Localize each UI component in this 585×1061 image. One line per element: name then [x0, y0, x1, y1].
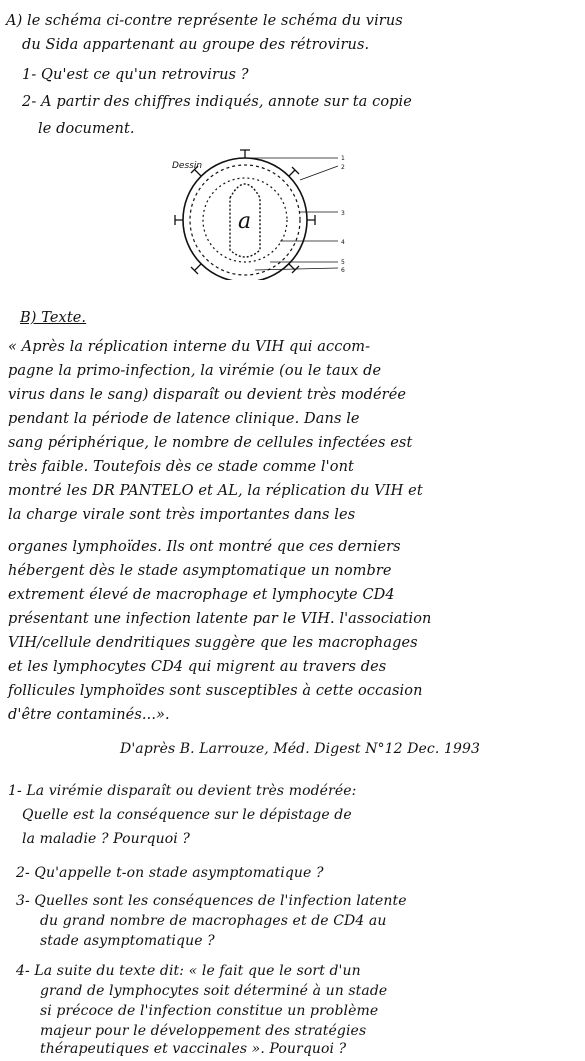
legend-number-6: 6 [341, 267, 345, 274]
legend-number-4: 4 [341, 239, 345, 246]
part-a-intro-line-1: A) le schéma ci-contre représente le schéma du virus [6, 13, 403, 29]
question-4-line-3: si précoce de l'infection constitue un problème [40, 1003, 379, 1019]
part-a-question-1: 1- Qu'est ce qu'un retrovirus ? [22, 67, 249, 83]
text-line-16: d'être contaminés...». [8, 707, 170, 723]
question-4-line-5: thérapeutiques et vaccinales ». Pourquoi ? [40, 1041, 347, 1057]
text-line-3: virus dans le sang) disparaît ou devient très modérée [8, 387, 407, 403]
question-4-line-2: grand de lymphocytes soit déterminé à un stade [40, 983, 388, 999]
question-3-line-3: stade asymptomatique ? [40, 933, 215, 949]
legend-number-1: 1 [341, 155, 345, 162]
leader-lines [245, 158, 338, 270]
text-line-15: follicules lymphoïdes sont susceptibles à cette occasion [8, 683, 423, 699]
text-line-12: présentant une infection latente par le VIH. l'association [8, 611, 432, 627]
part-a-question-2-cont: le document. [38, 121, 135, 137]
core-letter: a [238, 209, 252, 234]
question-1-line-1: 1- La virémie disparaît ou devient très modérée: [8, 783, 357, 799]
question-3-line-1: 3- Quelles sont les conséquences de l'infection latente [16, 893, 407, 909]
text-line-8: la charge virale sont très importantes dans les [8, 507, 356, 523]
source-citation: D'après B. Larrouze, Méd. Digest N°12 Dec. 1993 [120, 741, 481, 757]
virus-diagram [160, 140, 360, 280]
text-line-9: organes lymphoïdes. Ils ont montré que ces derniers [8, 539, 401, 555]
question-4-line-4: majeur pour le développement des stratégies [40, 1023, 367, 1039]
text-line-5: sang périphérique, le nombre de cellules infectées est [8, 435, 413, 451]
text-line-1: « Après la réplication interne du VIH qui accom- [8, 339, 371, 355]
text-line-14: et les lymphocytes CD4 qui migrent au travers des [8, 659, 387, 675]
dessin-label: Dessin [172, 161, 203, 171]
question-3-line-2: du grand nombre de macrophages et de CD4 au [40, 913, 387, 929]
legend-number-3: 3 [341, 210, 345, 217]
text-line-13: VIH/cellule dendritiques suggère que les macrophages [8, 635, 418, 651]
part-a-question-2: 2- A partir des chiffres indiqués, annote sur ta copie [22, 94, 412, 110]
question-2: 2- Qu'appelle t-on stade asymptomatique ? [16, 865, 324, 881]
part-b-heading: B) Texte. [20, 310, 87, 326]
part-a-intro-line-2: du Sida appartenant au groupe des rétrovirus. [22, 37, 370, 53]
question-1-line-3: la maladie ? Pourquoi ? [22, 831, 190, 847]
text-line-4: pendant la période de latence clinique. Dans le [8, 411, 360, 427]
legend-number-2: 2 [341, 164, 345, 171]
text-line-10: hébergent dès le stade asymptomatique un nombre [8, 563, 392, 579]
text-line-6: très faible. Toutefois dès ce stade comme l'ont [8, 459, 354, 475]
text-line-7: montré les DR PANTELO et AL, la réplication du VIH et [8, 483, 423, 499]
legend-number-5: 5 [341, 259, 345, 266]
text-line-11: extrement élevé de macrophage et lymphocyte CD4 [8, 587, 395, 603]
question-4-line-1: 4- La suite du texte dit: « le fait que le sort d'un [16, 963, 361, 979]
question-1-line-2: Quelle est la conséquence sur le dépistage de [22, 807, 352, 823]
text-line-2: pagne la primo-infection, la virémie (ou le taux de [8, 363, 382, 379]
